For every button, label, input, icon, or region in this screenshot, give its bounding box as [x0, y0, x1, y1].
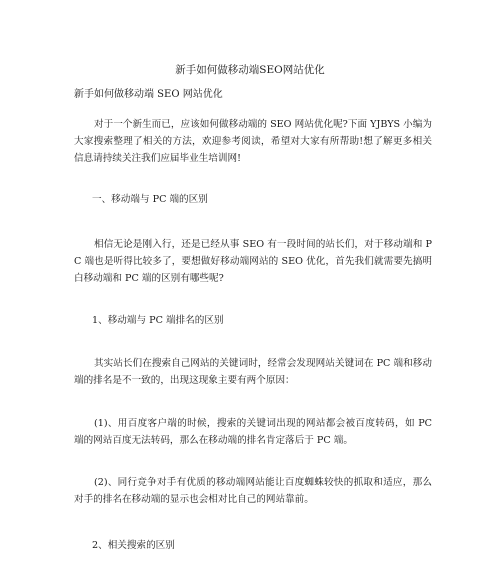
intro-paragraph: 对于一个新生而已，应该如何做移动端的 SEO 网站优化呢?下面 YJBYS 小编为大家搜索整理了相关的方法，欢迎参考阅读，希望对大家有所帮助!想了解更多相关信息请持续关注我们应届毕业生培训网! [74, 119, 432, 164]
subsection-heading-related-search: 2、相关搜索的区别 [92, 540, 175, 551]
subsection1-paragraph: 其实站长们在搜索自己网站的关键词时，经常会发现网站关键词在 PC 端和移动端的排名是不一致的，出现这现象主要有两个原因： [74, 358, 432, 386]
subsection-heading-ranking-difference: 1、移动端与 PC 端排名的区别 [92, 315, 224, 326]
document-subtitle: 新手如何做移动端 SEO 网站优化 [74, 89, 223, 100]
reason-2-paragraph: (2)、同行竞争对手有优质的移动端网站能让百度蜘蛛较快的抓取和适应，那么对手的排名在移动端的显示也会相对比自己的网站靠前。 [74, 477, 432, 505]
section-heading-pc-mobile-difference: 一、移动端与 PC 端的区别 [92, 194, 208, 205]
section1-paragraph: 相信无论是刚入行，还是已经从事 SEO 有一段时间的站长们，对于移动端和 PC 端也是听得比较多了，要想做好移动端网站的 SEO 优化，首先我们就需要先搞明白移动端和 PC 端的区别有哪些呢? [74, 239, 432, 284]
document-title: 新手如何做移动端SEO网站优化 [175, 64, 325, 76]
reason-1-paragraph: (1)、用百度客户端的时候，搜索的关键词出现的网站都会被百度转码，如 PC 端的网站百度无法转码，那么在移动端的排名肯定落后于 PC 端。 [74, 418, 432, 446]
